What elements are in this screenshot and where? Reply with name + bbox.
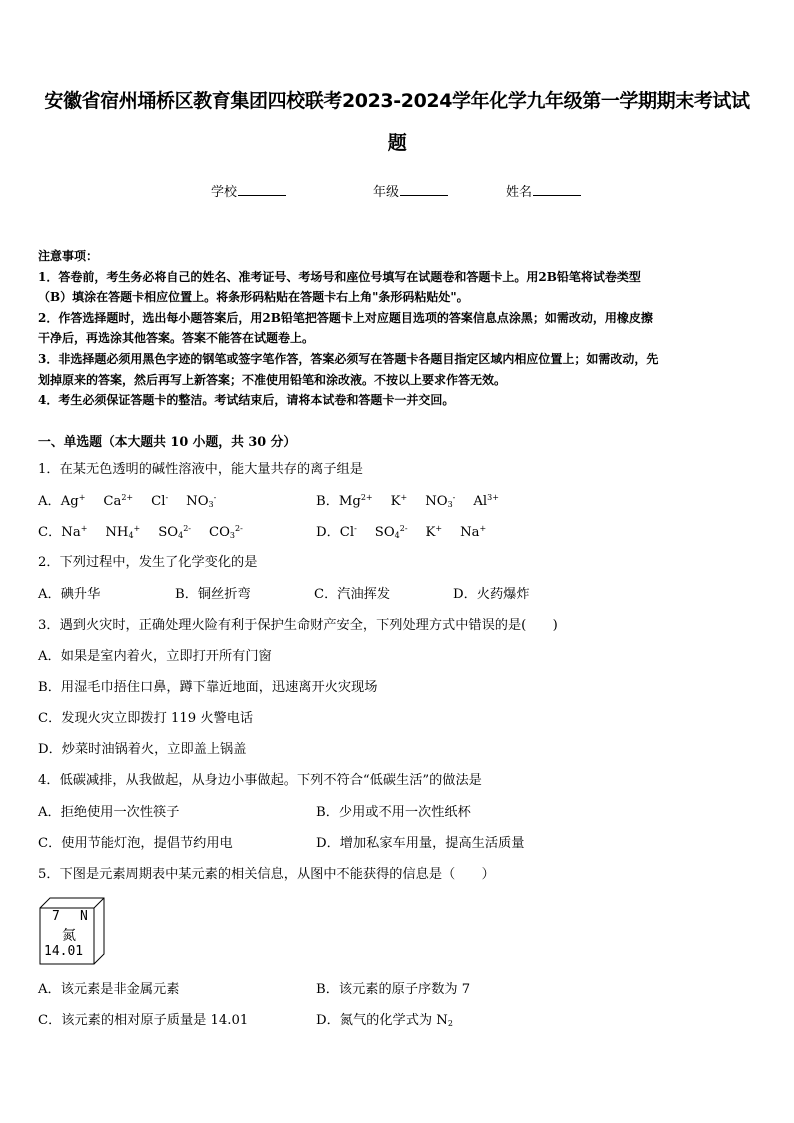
notes-heading: 注意事项： <box>38 249 99 263</box>
grade-field <box>373 181 448 200</box>
ion: $NH_4^+$ <box>105 524 141 540</box>
name-label: 姓名 <box>506 185 533 200</box>
ion: Ag+ <box>60 493 86 509</box>
question-2-stem: 2．下列过程中，发生了化学变化的是 <box>38 555 258 570</box>
ion: Cl- <box>151 493 169 509</box>
grade-label: 年级 <box>373 185 400 200</box>
periodic-table-cell <box>38 894 108 966</box>
q3-option-c: C．发现火灾立即拨打 119 火警电话 <box>38 711 254 726</box>
option-label: B． <box>316 494 339 509</box>
ion-list <box>61 494 217 509</box>
q3-option-d: D．炒菜时油锅着火，立即盖上锅盖 <box>38 742 247 757</box>
question-3-stem: 3．遇到火灾时，正确处理火险有利于保护生命财产安全，下列处理方式中错误的是( ) <box>38 618 558 633</box>
ion-list <box>340 525 486 540</box>
ion-list <box>61 525 243 540</box>
q2-option-c: C．汽油挥发 <box>314 587 391 602</box>
ion: $NO_3^-$ <box>186 493 217 509</box>
element-symbol: N <box>80 909 88 924</box>
q1-option-d <box>316 521 486 540</box>
q1-option-a <box>38 490 216 509</box>
section-heading: 一、单选题（本大题共 10 小题，共 30 分） <box>38 435 297 450</box>
exam-notes <box>38 246 762 411</box>
notes-item: 2．作答选择题时，选出每小题答案后，用2B铅笔把答题卡上对应题目选项的答案信息点涂黑；如需改动，用橡皮擦 <box>38 310 653 325</box>
name-field <box>506 181 581 200</box>
q2-option-b: B．铜丝折弯 <box>175 587 251 602</box>
ion: $SO_4^{2-}$ <box>158 524 191 540</box>
element-name: 氮 <box>62 928 76 944</box>
ion: K+ <box>425 524 443 540</box>
exam-title-continued: 题 <box>387 132 407 154</box>
q1-option-b <box>316 490 499 509</box>
q3-option-a: A．如果是室内着火，立即打开所有门窗 <box>38 649 272 664</box>
ion: K+ <box>390 493 408 509</box>
notes-item: 4．考生必须保证答题卡的整洁。考试结束后，请将本试卷和答题卡一并交回。 <box>38 393 455 408</box>
ion: Cl- <box>339 524 357 540</box>
ion: Na+ <box>460 524 487 540</box>
question-4-stem: 4．低碳减排，从我做起，从身边小事做起。下列不符合“低碳生活”的做法是 <box>38 773 482 788</box>
q2-option-d: D．火药爆炸 <box>453 587 530 602</box>
option-label: C． <box>38 525 62 540</box>
name-blank <box>533 183 581 196</box>
grade-blank <box>400 183 448 196</box>
atomic-number: 7 <box>52 909 60 924</box>
q3-option-b: B．用湿毛巾捂住口鼻，蹲下靠近地面，迅速离开火灾现场 <box>38 680 378 695</box>
q4-option-c: C．使用节能灯泡，提倡节约用电 <box>38 836 233 851</box>
q5-option-a: A．该元素是非金属元素 <box>38 982 180 997</box>
q1-option-c <box>38 521 243 540</box>
formula-subscript: 2 <box>447 1019 453 1028</box>
q4-option-b: B．少用或不用一次性纸杯 <box>316 805 471 820</box>
notes-item: 1．答卷前，考生务必将自己的姓名、准考证号、考场号和座位号填写在试题卷和答题卡上。用2B铅笔将试卷类型 <box>38 269 641 284</box>
notes-item: 干净后，再选涂其他答案。答案不能答在试题卷上。 <box>38 331 315 346</box>
q2-option-a: A．碘升华 <box>38 587 101 602</box>
q5-option-b: B．该元素的原子序数为 7 <box>316 982 471 997</box>
option-label: A． <box>38 494 61 509</box>
school-blank <box>238 183 286 196</box>
ion-list <box>339 494 499 509</box>
q5-option-d-text: D．氮气的化学式为 N <box>316 1013 448 1028</box>
question-1-stem: 1．在某无色透明的碱性溶液中，能大量共存的离子组是 <box>38 462 363 477</box>
q4-option-a: A．拒绝使用一次性筷子 <box>38 805 180 820</box>
q5-option-c: C．该元素的相对原子质量是 14.01 <box>38 1013 249 1028</box>
question-5-stem: 5．下图是元素周期表中某元素的相关信息，从图中不能获得的信息是（ ） <box>38 867 495 882</box>
ion: $Al^{3+}$ <box>473 493 499 509</box>
option-label: D． <box>316 525 340 540</box>
notes-item: （B）填涂在答题卡相应位置上。将条形码粘贴在答题卡右上角"条形码粘贴处"。 <box>38 290 469 305</box>
ion: Na+ <box>61 524 88 540</box>
notes-item: 3．非选择题必须用黑色字迹的钢笔或签字笔作答，答案必须写在答题卡各题目指定区域内相应位置上；如需改动，先 <box>38 351 659 366</box>
ion: $SO_4^{2-}$ <box>374 524 408 540</box>
ion: $Ca^{2+}$ <box>103 493 134 509</box>
ion: $Mg^{2+}$ <box>338 493 373 509</box>
atomic-mass: 14.01 <box>44 944 84 959</box>
ion: $CO_3^{2-}$ <box>208 524 243 540</box>
student-info-row <box>0 181 794 203</box>
q5-option-d <box>316 1009 453 1028</box>
school-label: 学校 <box>211 185 238 200</box>
notes-item: 划掉原来的答案，然后再写上新答案；不准使用铅笔和涂改液。不按以上要求作答无效。 <box>38 372 507 387</box>
q4-option-d: D．增加私家车用量，提高生活质量 <box>316 836 525 851</box>
exam-title: 安徽省宿州埇桥区教育集团四校联考2023-2024学年化学九年级第一学期期末考试试 <box>44 90 750 112</box>
ion: $NO_3^-$ <box>425 493 456 509</box>
school-field <box>211 181 286 200</box>
